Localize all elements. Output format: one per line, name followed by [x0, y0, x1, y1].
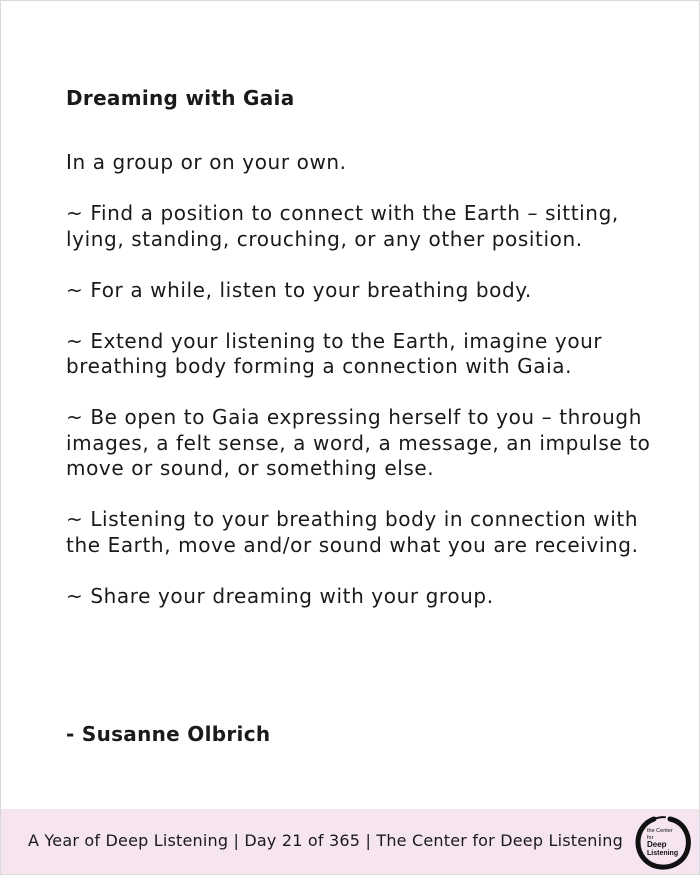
center-for-deep-listening-logo [634, 813, 692, 871]
paragraph-step: ~ Find a position to connect with the Earth – sitting, lying, standing, crouching, or any other position. [66, 201, 619, 251]
logo-text-line: the Center [647, 828, 673, 834]
paragraph-intro: In a group or on your own. [66, 150, 347, 174]
paragraph-step: ~ For a while, listen to your breathing body. [66, 277, 532, 302]
paragraph-step: ~ Extend your listening to the Earth, imagine your breathing body forming a connection with Gaia. [66, 328, 603, 378]
paragraph-step: ~ Be open to Gaia expressing herself to you – through images, a felt sense, a word, a message, an impulse to move or sound, or something else. [66, 405, 651, 480]
logo-text-line: Deep [647, 840, 667, 849]
paragraph-step: ~ Share your dreaming with your group. [66, 583, 494, 608]
footer-caption: A Year of Deep Listening | Day 21 of 365 | The Center for Deep Listening [28, 831, 623, 850]
logo-text-line: Listening [647, 850, 679, 857]
instructions-body [66, 150, 666, 635]
page-title: Dreaming with Gaia [66, 86, 295, 110]
footer-bar [1, 809, 699, 874]
paragraph-step: ~ Listening to your breathing body in connection with the Earth, move and/or sound what you are receiving. [66, 507, 639, 557]
logo-text-line: for [647, 835, 654, 841]
author-signature: - Susanne Olbrich [66, 722, 271, 746]
